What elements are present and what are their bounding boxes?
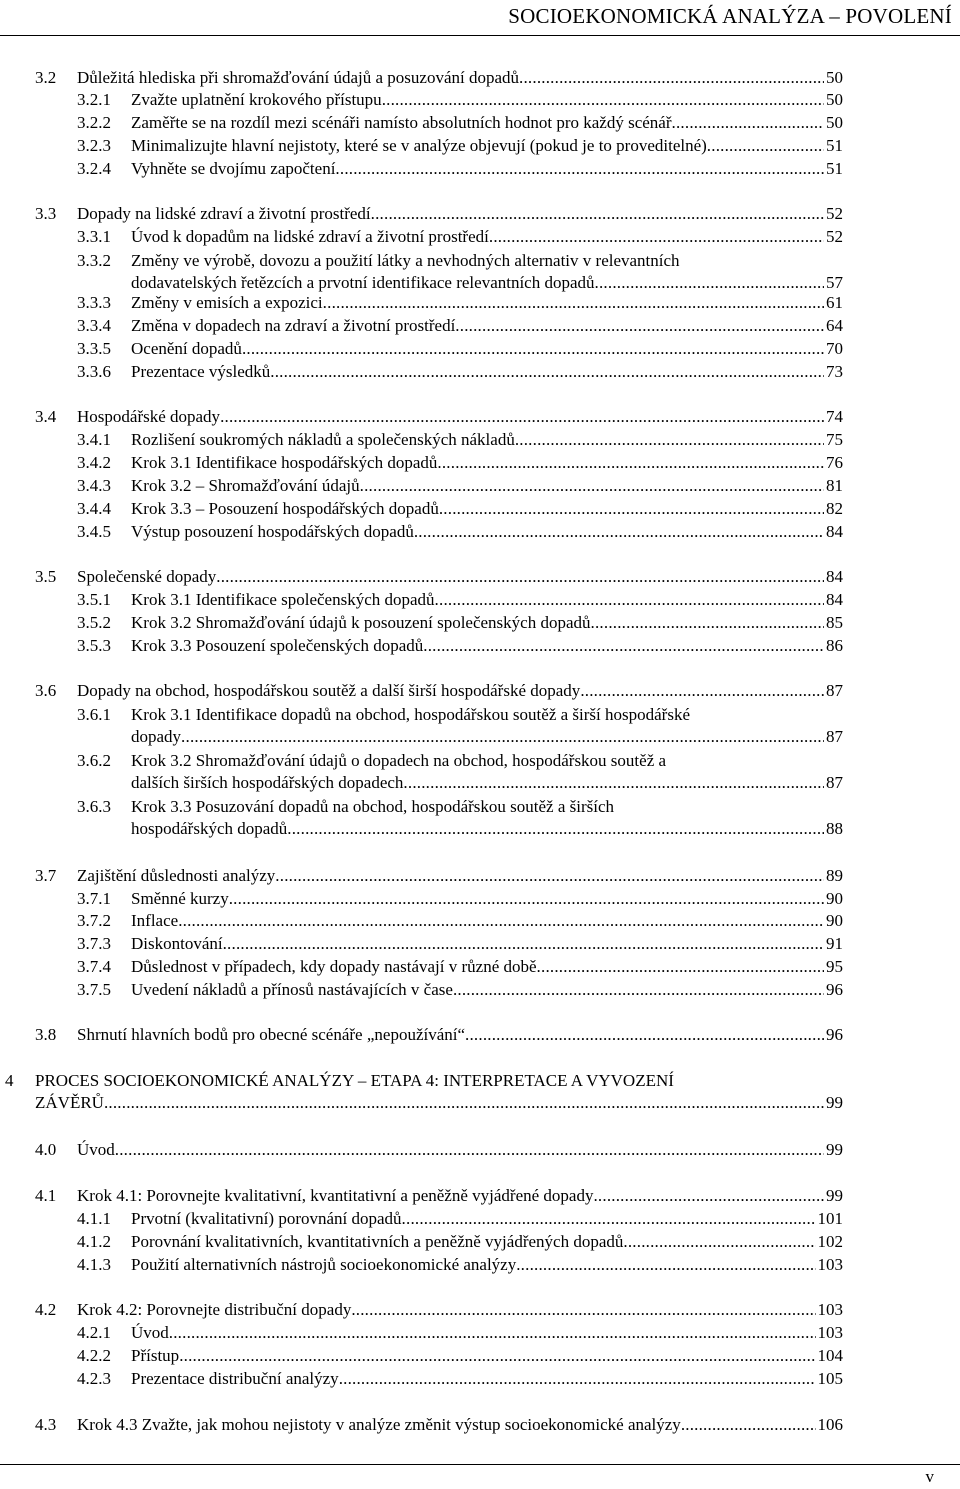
dot-leader: [672, 112, 824, 134]
dot-leader: [270, 361, 824, 383]
toc-entry[interactable]: [35, 1185, 843, 1207]
dot-leader: [580, 680, 824, 702]
toc-entry-number: 3.3.5: [77, 339, 111, 358]
toc-entry[interactable]: [35, 680, 843, 702]
toc-entry-page: 102: [817, 1232, 843, 1251]
toc-entry[interactable]: [35, 1139, 843, 1161]
toc-entry[interactable]: [77, 452, 843, 474]
toc-entry-number: 4.1.1: [77, 1209, 111, 1228]
toc-entry[interactable]: [77, 158, 843, 180]
toc-entry-title: Krok 3.3 Posouzení společenských dopadů: [131, 636, 424, 655]
toc-entry-number: 4.2.2: [77, 1346, 111, 1365]
toc-entry-page: 103: [817, 1323, 843, 1342]
toc-entry[interactable]: [35, 67, 843, 89]
toc-entry-number: 3.3.6: [77, 362, 111, 381]
toc-entry-number: 3.7: [35, 866, 57, 885]
dot-leader: [229, 888, 824, 910]
page-number: v: [925, 1467, 934, 1486]
toc-entry[interactable]: [77, 979, 843, 1001]
toc-entry-title: Krok 3.3 – Posouzení hospodářských dopadů: [131, 499, 439, 518]
toc-entry-title: Shrnutí hlavních bodů pro obecné scénáře „nepoužívání“: [77, 1025, 466, 1044]
dot-leader: [287, 818, 824, 840]
dot-leader: [519, 67, 824, 89]
toc-entry-page: 90: [826, 889, 843, 908]
toc-entry-title: Přístup: [131, 1346, 180, 1365]
toc-entry-title: Krok 3.1 Identifikace hospodářských dopadů: [131, 453, 438, 472]
toc-entry-title: Inflace: [131, 911, 179, 930]
toc-entry[interactable]: [77, 1208, 843, 1230]
toc-entry-number: 3.6.1: [77, 705, 111, 724]
toc-entry-page: 76: [826, 453, 843, 472]
dot-leader: [179, 1345, 815, 1367]
toc-entry-page: 89: [826, 866, 843, 885]
toc-entry-page: 74: [826, 407, 843, 426]
toc-entry-page: 86: [826, 636, 843, 655]
toc-entry[interactable]: [77, 635, 843, 657]
toc-entry-page: 96: [826, 980, 843, 999]
toc-entry-page: 88: [826, 819, 843, 838]
toc-entry[interactable]: [35, 566, 843, 588]
toc-entry-title: Krok 3.3 Posuzování dopadů na obchod, hospodářskou soutěž a širších: [131, 797, 615, 816]
toc-entry-number: 3.7.4: [77, 957, 111, 976]
dot-leader: [223, 933, 824, 955]
toc-entry-title: Změny v emisích a expozici: [131, 293, 323, 312]
toc-entry-page: 85: [826, 613, 843, 632]
toc-entry[interactable]: [35, 203, 843, 225]
toc-entry-title: Společenské dopady: [77, 567, 217, 586]
toc-entry-title: Směnné kurzy: [131, 889, 229, 908]
toc-entry-number: 3.3.4: [77, 316, 111, 335]
toc-entry[interactable]: [77, 89, 843, 111]
toc-entry-page: 106: [817, 1415, 843, 1434]
toc-entry-page: 84: [826, 590, 843, 609]
toc-entry-title: Krok 3.2 Shromažďování údajů k posouzení společenských dopadů: [131, 613, 591, 632]
toc-entry[interactable]: [77, 112, 843, 134]
dot-leader: [104, 1092, 824, 1114]
toc-entry[interactable]: [77, 338, 843, 360]
toc-entry-page: 90: [826, 911, 843, 930]
toc-entry-number: 3.5.1: [77, 590, 111, 609]
toc-entry-title: Krok 3.1 Identifikace dopadů na obchod, hospodářskou soutěž a širší hospodářské: [131, 705, 690, 724]
toc-entry-title: Úvod k dopadům na lidské zdraví a životní prostředí: [131, 227, 489, 246]
toc-entry-page: 73: [826, 362, 843, 381]
dot-leader: [414, 521, 824, 543]
toc-entry-title: PROCES SOCIOEKONOMICKÉ ANALÝZY – ETAPA 4: INTERPRETACE A VYVOZENÍ: [35, 1071, 674, 1090]
toc-entry[interactable]: [77, 498, 843, 520]
toc-entry-number: 3.4.2: [77, 453, 111, 472]
toc-entry-title: Prezentace distribuční analýzy: [131, 1369, 339, 1388]
dot-leader: [537, 956, 824, 978]
toc-entry-number: 3.6.2: [77, 751, 111, 770]
dot-leader: [681, 1414, 816, 1436]
toc-entry-number: 3.3.1: [77, 227, 111, 246]
toc-entry-title: Krok 4.1: Porovnejte kvalitativní, kvantitativní a peněžně vyjádřené dopady: [77, 1186, 594, 1205]
toc-entry-page: 70: [826, 339, 843, 358]
toc-entry-page: 81: [826, 476, 843, 495]
toc-entry-number: 3.7.3: [77, 934, 111, 953]
toc-entry-page: 84: [826, 567, 843, 586]
toc-entry[interactable]: [77, 796, 843, 840]
dot-leader: [623, 1231, 815, 1253]
dot-leader: [403, 772, 824, 794]
toc-entry-number: 3.3: [35, 204, 57, 223]
dot-leader: [275, 865, 824, 887]
toc-entry-page: 50: [826, 90, 843, 109]
toc-entry-page: 101: [817, 1209, 843, 1228]
toc-entry-title: Úvod: [77, 1140, 115, 1159]
toc-entry-title: Změny ve výrobě, dovozu a použití látky a nevhodných alternativ v relevantních: [131, 251, 680, 270]
toc-entry-page: 64: [826, 316, 843, 335]
dot-leader: [437, 452, 824, 474]
toc-entry-number: 3.4: [35, 407, 57, 426]
dot-leader: [489, 226, 824, 248]
dot-leader: [423, 635, 824, 657]
toc-entry-page: 57: [826, 273, 843, 292]
running-title: SOCIOEKONOMICKÁ ANALÝZA – POVOLENÍ: [508, 4, 952, 28]
toc-entry-title: ZÁVĚRŮ: [35, 1093, 104, 1112]
toc-entry[interactable]: [5, 1070, 843, 1114]
toc-entry-number: 4.2.3: [77, 1369, 111, 1388]
toc-entry-number: 3.5.3: [77, 636, 111, 655]
dot-leader: [382, 89, 824, 111]
toc-entry[interactable]: [77, 1368, 843, 1390]
toc-entry-number: 3.4.4: [77, 499, 111, 518]
toc-entry-title: Výstup posouzení hospodářských dopadů: [131, 522, 414, 541]
dot-leader: [115, 1139, 824, 1161]
toc-entry-title: Důležitá hlediska při shromažďování údajů a posuzování dopadů: [77, 68, 520, 87]
toc-entry-title: Změna v dopadech na zdraví a životní prostředí: [131, 316, 456, 335]
toc-entry-title: Minimalizujte hlavní nejistoty, které se v analýze objevují (pokud je to proveditelné): [131, 136, 707, 155]
dot-leader: [439, 498, 824, 520]
toc-entry-page: 99: [826, 1140, 843, 1159]
toc-entry[interactable]: [35, 406, 843, 428]
toc-entry-page: 51: [826, 159, 843, 178]
toc-entry-page: 52: [826, 227, 843, 246]
toc-entry-title: hospodářských dopadů: [131, 819, 288, 838]
toc-entry-number: 3.6.3: [77, 797, 111, 816]
toc-entry-number: 4.1.2: [77, 1232, 111, 1251]
dot-leader: [351, 1299, 815, 1321]
toc-entry[interactable]: [77, 1231, 843, 1253]
toc-entry-number: 4.1.3: [77, 1255, 111, 1274]
toc-entry-title: Prezentace výsledků: [131, 362, 271, 381]
toc-entry-number: 4.1: [35, 1186, 57, 1205]
toc-entry[interactable]: [77, 933, 843, 955]
toc-entry-number: 3.4.5: [77, 522, 111, 541]
toc-entry-title: Zvažte uplatnění krokového přístupu: [131, 90, 382, 109]
toc-entry-number: 3.7.2: [77, 911, 111, 930]
toc-entry[interactable]: [35, 865, 843, 887]
toc-entry[interactable]: [77, 888, 843, 910]
page-footer: [0, 1460, 960, 1489]
toc-entry-number: 3.3.2: [77, 251, 111, 270]
dot-leader: [371, 203, 824, 225]
toc-entry[interactable]: [77, 704, 843, 748]
toc-entry-page: 99: [826, 1093, 843, 1112]
toc-entry[interactable]: [77, 226, 843, 248]
toc-entry-title: Vyhněte se dvojímu započtení: [131, 159, 336, 178]
dot-leader: [435, 589, 824, 611]
toc-entry-title: Krok 4.3 Zvažte, jak mohou nejistoty v analýze změnit výstup socioekonomické analýzy: [77, 1415, 681, 1434]
toc-entry-number: 3.2.4: [77, 159, 111, 178]
toc-entry-page: 61: [826, 293, 843, 312]
toc-entry[interactable]: [77, 750, 843, 794]
toc-entry-number: 3.2.3: [77, 136, 111, 155]
toc-entry-page: 105: [817, 1369, 843, 1388]
toc-entry-page: 50: [826, 113, 843, 132]
toc-entry-title: dodavatelských řetězcích a prvotní identifikace relevantních dopadů: [131, 273, 595, 292]
dot-leader: [591, 612, 824, 634]
toc-entry-title: Rozlišení soukromých nákladů a společenských nákladů: [131, 430, 515, 449]
toc-entry-number: 3.6: [35, 681, 57, 700]
toc-entry-title: Dopady na obchod, hospodářskou soutěž a další širší hospodářské dopady: [77, 681, 581, 700]
toc-entry[interactable]: [35, 1024, 843, 1046]
toc-entry-page: 51: [826, 136, 843, 155]
toc-entry-title: dalších širších hospodářských dopadech: [131, 773, 404, 792]
toc-entry-number: 3.4.3: [77, 476, 111, 495]
toc-entry-number: 3.7.5: [77, 980, 111, 999]
toc-entry-page: 87: [826, 681, 843, 700]
dot-leader: [242, 338, 824, 360]
toc-entry-page: 96: [826, 1025, 843, 1044]
toc-entry[interactable]: [77, 475, 843, 497]
toc-entry-title: Zajištění důslednosti analýzy: [77, 866, 276, 885]
toc-entry-page: 95: [826, 957, 843, 976]
toc-entry-title: Použití alternativních nástrojů socioekonomické analýzy: [131, 1255, 517, 1274]
toc-entry[interactable]: [77, 521, 843, 543]
toc-entry-title: Ocenění dopadů: [131, 339, 242, 358]
toc-entry-title: Krok 3.2 Shromažďování údajů o dopadech na obchod, hospodářskou soutěž a: [131, 751, 667, 770]
toc-entry-title: dopady: [131, 727, 182, 746]
toc-entry[interactable]: [77, 135, 843, 157]
toc-entry[interactable]: [77, 956, 843, 978]
toc-entry-title: Důslednost v případech, kdy dopady nastávají v různé době: [131, 957, 537, 976]
toc-entry-page: 103: [817, 1300, 843, 1319]
toc-entry-number: 4.2.1: [77, 1323, 111, 1342]
toc-entry-number: 4.0: [35, 1140, 57, 1159]
toc-entry-title: Diskontování: [131, 934, 223, 953]
toc-entry-number: 3.3.3: [77, 293, 111, 312]
toc-entry-page: 103: [817, 1255, 843, 1274]
toc-entry-title: Prvotní (kvalitativní) porovnání dopadů: [131, 1209, 402, 1228]
toc-entry-number: 3.7.1: [77, 889, 111, 908]
dot-leader: [402, 1208, 816, 1230]
toc-entry-number: 3.5: [35, 567, 57, 586]
toc-entry-page: 91: [826, 934, 843, 953]
toc-entry-number: 4.2: [35, 1300, 57, 1319]
dot-leader: [515, 429, 824, 451]
dot-leader: [453, 979, 824, 1001]
toc-entry-page: 84: [826, 522, 843, 541]
dot-leader: [707, 135, 824, 157]
footer-rule: [0, 1464, 960, 1465]
dot-leader: [595, 272, 824, 294]
toc-entry-title: Dopady na lidské zdraví a životní prostředí: [77, 204, 371, 223]
toc-entry-number: 3.8: [35, 1025, 57, 1044]
toc-entry-title: Zaměřte se na rozdíl mezi scénáři namísto absolutních hodnot pro každý scénář: [131, 113, 672, 132]
dot-leader: [335, 158, 824, 180]
toc-entry-page: 82: [826, 499, 843, 518]
toc-entry-number: 3.2.1: [77, 90, 111, 109]
dot-leader: [593, 1185, 824, 1207]
toc-entry-title: Krok 3.1 Identifikace společenských dopadů: [131, 590, 435, 609]
toc-entry-number: 3.2.2: [77, 113, 111, 132]
toc-entry[interactable]: [77, 612, 843, 634]
toc-entry[interactable]: [77, 1254, 843, 1276]
toc-entry[interactable]: [35, 1414, 843, 1436]
dot-leader: [465, 1024, 824, 1046]
dot-leader: [169, 1322, 816, 1344]
dot-leader: [455, 315, 824, 337]
dot-leader: [220, 406, 824, 428]
dot-leader: [360, 475, 824, 497]
toc-entry[interactable]: [77, 910, 843, 932]
toc-entry-page: 50: [826, 68, 843, 87]
toc-entry-page: 87: [826, 727, 843, 746]
toc-entry-title: Krok 3.2 – Shromažďování údajů: [131, 476, 360, 495]
dot-leader: [216, 566, 824, 588]
toc-entry-page: 52: [826, 204, 843, 223]
toc-entry-title: Porovnání kvalitativních, kvantitativních a peněžně vyjádřených dopadů: [131, 1232, 624, 1251]
toc-entry[interactable]: [35, 1299, 843, 1321]
toc-entry-title: Hospodářské dopady: [77, 407, 221, 426]
toc-entry-title: Uvedení nákladů a přínosů nastávajících v čase: [131, 980, 453, 999]
toc-entry-number: 4: [5, 1071, 14, 1090]
toc-entry-number: 3.5.2: [77, 613, 111, 632]
dot-leader: [339, 1368, 816, 1390]
toc-entry-title: Úvod: [131, 1323, 169, 1342]
toc-entry[interactable]: [77, 1345, 843, 1367]
toc-entry-page: 87: [826, 773, 843, 792]
toc-entry-number: 3.4.1: [77, 430, 111, 449]
toc-entry[interactable]: [77, 1322, 843, 1344]
dot-leader: [178, 910, 824, 932]
toc-entry[interactable]: [77, 429, 843, 451]
toc-entry-title: Krok 4.2: Porovnejte distribuční dopady: [77, 1300, 352, 1319]
toc-entry[interactable]: [77, 589, 843, 611]
toc-entry[interactable]: [77, 361, 843, 383]
toc-entry[interactable]: [77, 250, 843, 294]
toc-entry-number: 4.3: [35, 1415, 57, 1434]
toc-entry[interactable]: [77, 292, 843, 314]
dot-leader: [181, 726, 824, 748]
toc-entry-number: 3.2: [35, 68, 57, 87]
toc-entry-page: 75: [826, 430, 843, 449]
toc-entry-page: 99: [826, 1186, 843, 1205]
dot-leader: [323, 292, 824, 314]
toc-entry[interactable]: [77, 315, 843, 337]
dot-leader: [516, 1254, 815, 1276]
toc-entry-page: 104: [817, 1346, 843, 1365]
